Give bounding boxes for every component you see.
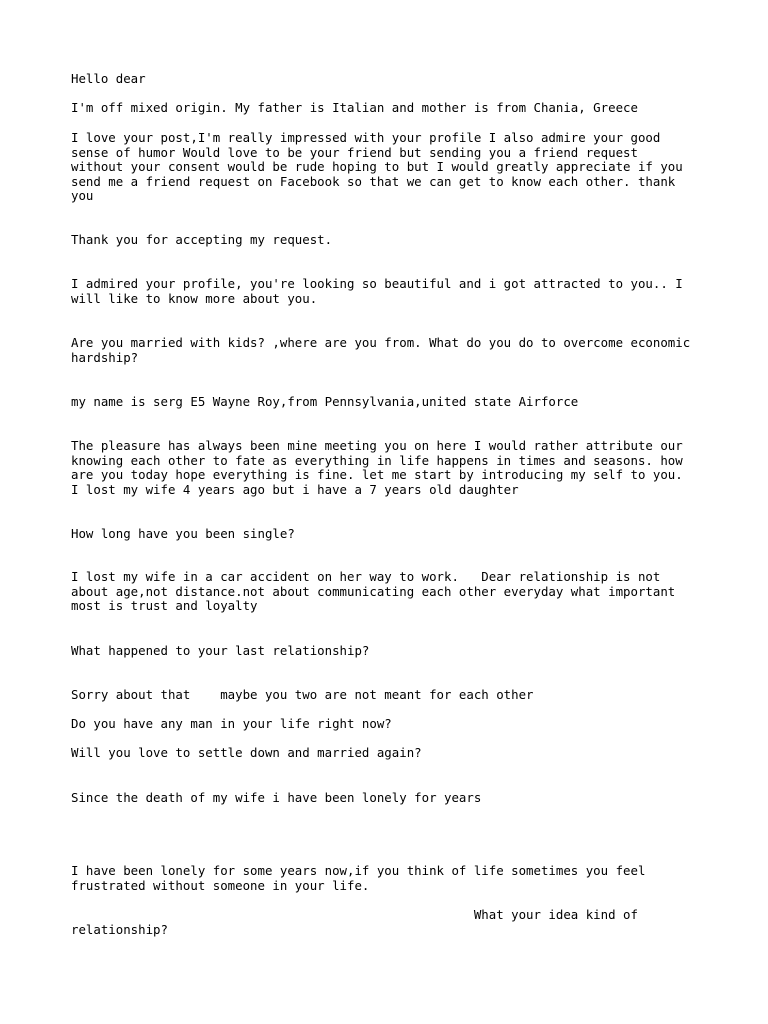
pleasure-line-4: I lost my wife 4 years ago but i have a 7 years old daughter (71, 481, 519, 497)
lost-wife-line-3: most is trust and loyalty (71, 598, 258, 614)
admired-line-1: I admired your profile, you're looking so beautiful and i got attracted to you.. I (71, 276, 683, 291)
love-post-line-3: without your consent would be rude hoping to but I would greatly appreciate if you (71, 159, 683, 175)
settle-question: Will you love to settle down and married again? (71, 745, 422, 760)
any-man-question: Do you have any man in your life right now? (71, 716, 392, 731)
origin-paragraph: I'm off mixed origin. My father is Italian and mother is from Chania, Greece (71, 100, 638, 115)
idea-line-2: relationship? (71, 921, 168, 937)
single-question: How long have you been single? (71, 526, 295, 541)
greeting-text: Hello dear (71, 71, 146, 86)
pleasure-line-1: The pleasure has always been mine meeting you on here I would rather attribute our (71, 438, 683, 453)
lost-wife-line-2: about age,not distance.not about communicating each other everyday what important (71, 583, 676, 599)
lonely-line-1: I have been lonely for some years now,if you think of life sometimes you feel (71, 863, 646, 878)
pleasure-line-2: knowing each other to fate as everything in life happens in times and seasons. how (71, 452, 683, 468)
pleasure-line-3: are you today hope everything is fine. let me start by introducing my self to you. (71, 467, 683, 483)
idea-line-1: What your idea kind of (71, 907, 638, 922)
sorry-paragraph: Sorry about that maybe you two are not meant for each other (71, 687, 534, 702)
love-post-line-2: sense of humor Would love to be your friend but sending you a friend request (71, 144, 638, 160)
lonely-line-2: frustrated without someone in your life. (71, 877, 370, 893)
admired-line-2: will like to know more about you. (71, 290, 318, 306)
death-paragraph: Since the death of my wife i have been lonely for years (71, 790, 482, 805)
name-paragraph: my name is serg E5 Wayne Roy,from Pennsylvania,united state Airforce (71, 394, 579, 409)
married-line-1: Are you married with kids? ,where are you from. What do you do to overcome economic (71, 335, 691, 350)
lost-wife-line-1: I lost my wife in a car accident on her way to work. Dear relationship is not (71, 569, 661, 584)
love-post-line-5: you (71, 188, 94, 204)
married-line-2: hardship? (71, 349, 139, 365)
last-relationship-question: What happened to your last relationship? (71, 643, 370, 658)
love-post-line-1: I love your post,I'm really impressed with your profile I also admire your good (71, 130, 661, 145)
thanks-paragraph: Thank you for accepting my request. (71, 232, 333, 247)
love-post-line-4: send me a friend request on Facebook so that we can get to know each other. thank (71, 173, 676, 189)
